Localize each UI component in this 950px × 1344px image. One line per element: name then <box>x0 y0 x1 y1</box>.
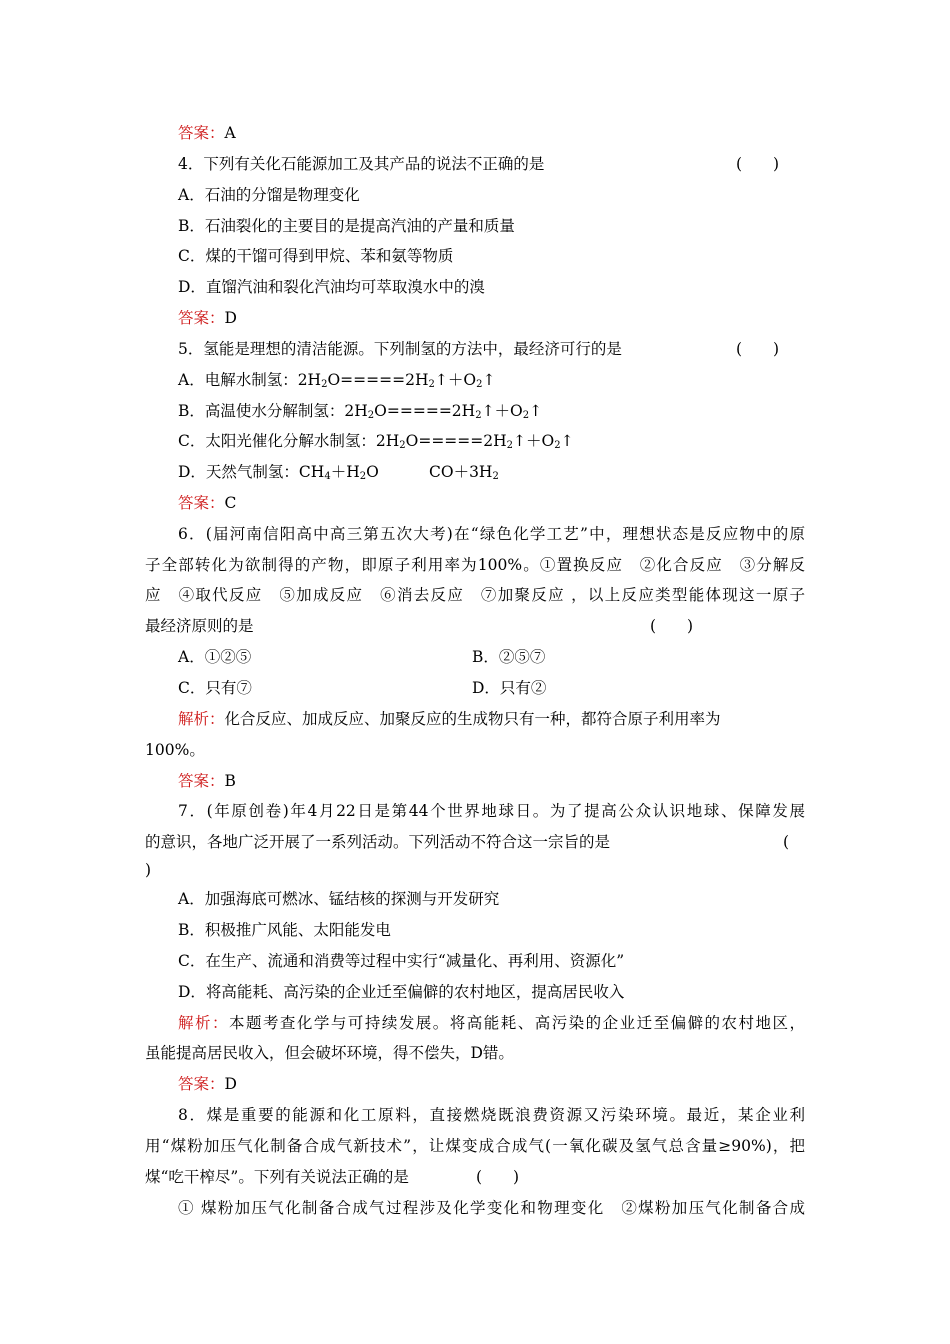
q6-stem-line-1: 6．(届河南信阳高中高三第五次大考)在“绿色化学工艺”中，理想状态是反应物中的原 <box>178 525 805 543</box>
q4-option-c: C．煤的干馏可得到甲烷、苯和氨等物质 <box>178 247 454 265</box>
q4-answer <box>178 308 237 328</box>
analysis-text: 化合反应、加成反应、加聚反应的生成物只有一种，都符合原子利用率为 <box>224 710 721 728</box>
subscript: 2 <box>554 440 561 451</box>
option-text: ↑ <box>482 371 496 389</box>
answer-label: 答案： <box>178 1075 225 1093</box>
option-text: A．电解水制氢：2H <box>178 371 322 389</box>
q5-stem: 5．氢能是理想的清洁能源。下列制氢的方法中，最经济可行的是 <box>178 340 622 358</box>
q8-paren: ( ) <box>476 1168 520 1186</box>
q7-analysis-line-2: 虽能提高居民收入，但会破坏环境，得不偿失，D错。 <box>145 1044 514 1062</box>
q5-option-c <box>178 431 574 456</box>
q7-answer <box>178 1074 237 1094</box>
q6-option-b: B．②⑤⑦ <box>472 648 546 666</box>
q5-option-d-product <box>429 462 499 487</box>
q4-option-b: B．石油裂化的主要目的是提高汽油的产量和质量 <box>178 217 515 235</box>
q6-answer <box>178 771 236 791</box>
option-text: D．天然气制氢：CH <box>178 463 325 481</box>
answer-value: B <box>224 772 236 790</box>
subscript: 2 <box>492 471 499 482</box>
q6-option-c: C．只有⑦ <box>178 679 252 697</box>
option-text: ↑＋O <box>481 402 523 420</box>
q7-option-a: A．加强海底可燃冰、锰结核的探测与开发研究 <box>178 890 500 908</box>
q7-stem-line-1: 7．(年原创卷)年4月22日是第44个世界地球日。为了提高公众认识地球、保障发展 <box>178 802 805 820</box>
q6-stem-line-2: 子全部转化为欲制得的产物，即原子利用率为100%。①置换反应 ②化合反应 ③分解反 <box>145 556 805 574</box>
q6-stem-line-4: 最经济原则的是 <box>145 617 254 635</box>
answer-label: 答案： <box>178 494 225 512</box>
subscript: 2 <box>428 379 435 390</box>
q3-answer <box>178 123 236 143</box>
option-text: O=====2H <box>374 402 476 420</box>
q4-option-d: D．直馏汽油和裂化汽油均可萃取溴水中的溴 <box>178 278 485 296</box>
answer-label: 答案： <box>178 772 225 790</box>
q5-paren: ( ) <box>736 340 780 358</box>
q8-stem-line-1: 8．煤是重要的能源和化工原料，直接燃烧既浪费资源又污染环境。最近，某企业利 <box>178 1106 805 1124</box>
analysis-text: 本题考查化学与可持续发展。将高能耗、高污染的企业迁至偏僻的农村地区， <box>228 1014 805 1032</box>
q7-paren-open: ( <box>783 833 790 851</box>
option-text: ↑＋O <box>513 432 555 450</box>
option-text: O=====2H <box>405 432 507 450</box>
answer-label: 答案： <box>178 309 225 327</box>
q7-option-d: D．将高能耗、高污染的企业迁至偏僻的农村地区，提高居民收入 <box>178 983 625 1001</box>
analysis-label: 解析： <box>178 1014 229 1032</box>
q7-paren-close: ) <box>145 861 152 879</box>
q6-option-d: D．只有② <box>472 679 547 697</box>
option-text: ↑ <box>560 432 574 450</box>
answer-value: D <box>224 309 237 327</box>
q5-answer <box>178 493 236 513</box>
subscript: 2 <box>399 440 406 451</box>
option-text: ＋H <box>330 463 360 481</box>
analysis-label: 解析： <box>178 710 225 728</box>
q8-stem-line-2: 用“煤粉加压气化制备合成气新技术”，让煤变成合成气(一氧化碳及氢气总含量≥90%)，把 <box>145 1137 805 1155</box>
q8-statement-line: ① 煤粉加压气化制备合成气过程涉及化学变化和物理变化 ②煤粉加压气化制备合成 <box>178 1199 805 1217</box>
q4-option-a: A．石油的分馏是物理变化 <box>178 186 360 204</box>
q5-option-a <box>178 370 495 395</box>
q7-stem-line-2: 的意识，各地广泛开展了一系列活动。下列活动不符合这一宗旨的是 <box>145 833 611 851</box>
option-text: O=====2H <box>327 371 429 389</box>
q6-stem-line-3: 应 ④取代反应 ⑤加成反应 ⑥消去反应 ⑦加聚反应 ，以上反应类型能体现这一原子 <box>145 586 805 604</box>
q7-option-c: C．在生产、流通和消费等过程中实行“减量化、再利用、资源化” <box>178 952 625 970</box>
subscript: 2 <box>359 471 367 482</box>
q6-paren: ( ) <box>650 617 694 635</box>
subscript: 4 <box>324 471 331 482</box>
q7-option-b: B．积极推广风能、太阳能发电 <box>178 921 391 939</box>
option-text: O <box>366 463 379 481</box>
answer-value: A <box>224 124 236 142</box>
q5-option-d <box>178 462 379 487</box>
subscript: 2 <box>506 440 514 451</box>
subscript: 2 <box>522 410 530 421</box>
subscript: 2 <box>475 410 482 421</box>
q4-stem: 4．下列有关化石能源加工及其产品的说法不正确的是 <box>178 155 545 173</box>
q5-option-b <box>178 401 542 426</box>
option-text: ↑ <box>529 402 543 420</box>
subscript: 2 <box>367 410 375 421</box>
subscript: 2 <box>476 379 483 390</box>
q7-analysis <box>178 1013 805 1033</box>
q8-stem-line-3: 煤“吃干榨尽”。下列有关说法正确的是 <box>145 1168 409 1186</box>
answer-label: 答案： <box>178 124 225 142</box>
option-text: ↑＋O <box>434 371 477 389</box>
subscript: 2 <box>321 379 328 390</box>
q6-analysis-line-2: 100%。 <box>145 741 205 759</box>
answer-value: C <box>224 494 237 512</box>
q6-analysis <box>178 709 721 729</box>
option-text: C．太阳光催化分解水制氢：2H <box>178 432 400 450</box>
answer-value: D <box>224 1075 237 1093</box>
option-text: CO＋3H <box>429 463 493 481</box>
q4-paren: ( ) <box>736 155 780 173</box>
option-text: B．高温使水分解制氢：2H <box>178 402 368 420</box>
q6-option-a: A．①②⑤ <box>178 648 252 666</box>
